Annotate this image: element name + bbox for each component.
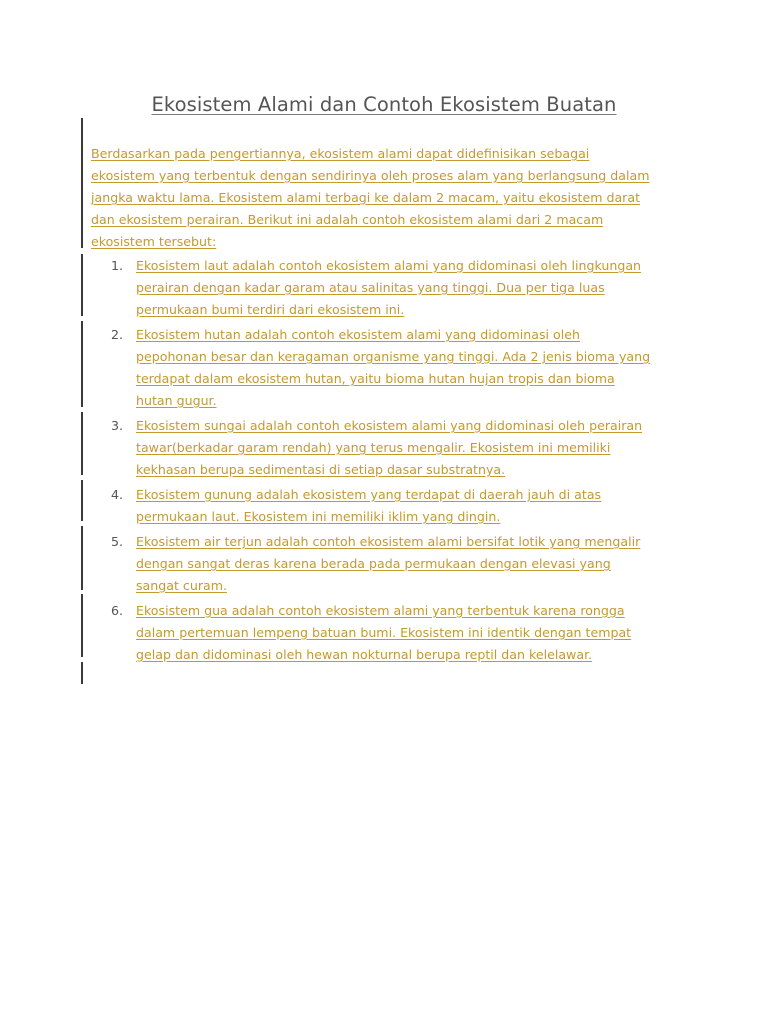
change-bar-end bbox=[81, 662, 83, 684]
list-item-text: Ekosistem gua adalah contoh ekosistem alami yang terbentuk karena rongga dalam pertemuan lempeng batuan bumi. Ekosistem ini identik dengan tempat gelap dan didominasi oleh hewan nokturnal berupa reptil dan kelelawar. bbox=[136, 603, 632, 662]
change-bar-item-4 bbox=[81, 480, 83, 521]
list-item bbox=[91, 415, 691, 481]
list-item bbox=[91, 484, 691, 528]
change-bar-intro bbox=[81, 118, 83, 248]
list-number: 5. bbox=[111, 534, 124, 549]
list-item-text: Ekosistem hutan adalah contoh ekosistem alami yang didominasi oleh pepohonan besar dan keragaman organisme yang tinggi. Ada 2 jenis bioma yang terdapat dalam ekosistem hutan, yaitu bioma hutan hujan tropis dan bioma hutan gugur. bbox=[136, 327, 651, 408]
list-number: 1. bbox=[111, 258, 124, 273]
list-number: 3. bbox=[111, 418, 124, 433]
document-title: Ekosistem Alami dan Contoh Ekosistem Buatan bbox=[151, 93, 617, 116]
change-bar-item-3 bbox=[81, 412, 83, 475]
change-bar-item-5 bbox=[81, 526, 83, 590]
list-item-text: Ekosistem air terjun adalah contoh ekosistem alami bersifat lotik yang mengalir dengan sangat deras karena berada pada permukaan dengan elevasi yang sangat curam. bbox=[136, 534, 641, 593]
list-item-text: Ekosistem laut adalah contoh ekosistem alami yang didominasi oleh lingkungan perairan dengan kadar garam atau salinitas yang tinggi. Dua per tiga luas permukaan bumi terdiri dari ekosistem ini. bbox=[136, 258, 642, 317]
ecosystem-list bbox=[91, 255, 691, 669]
list-number: 4. bbox=[111, 487, 124, 502]
list-item bbox=[91, 324, 691, 412]
change-bar-item-6 bbox=[81, 594, 83, 657]
change-bar-item-2 bbox=[81, 321, 83, 407]
list-number: 2. bbox=[111, 327, 124, 342]
list-item bbox=[91, 600, 691, 666]
change-bar-item-1 bbox=[81, 254, 83, 316]
list-item bbox=[91, 531, 691, 597]
list-item-text: Ekosistem gunung adalah ekosistem yang terdapat di daerah jauh di atas permukaan laut. Ekosistem ini memiliki iklim yang dingin. bbox=[136, 487, 602, 524]
list-item-text: Ekosistem sungai adalah contoh ekosistem alami yang didominasi oleh perairan tawar(berkadar garam rendah) yang terus mengalir. Ekosistem ini memiliki kekhasan berupa sedimentasi di setiap dasar substratnya. bbox=[136, 418, 643, 477]
list-number: 6. bbox=[111, 603, 124, 618]
list-item bbox=[91, 255, 691, 321]
intro-paragraph: Berdasarkan pada pengertiannya, ekosistem alami dapat didefinisikan sebagai ekosistem yang terbentuk dengan sendirinya oleh proses alam yang berlangsung dalam jangka waktu lama. Ekosistem alami terbagi ke dalam 2 macam, yaitu ekosistem darat dan ekosistem perairan. Berikut ini adalah contoh ekosistem alami dari 2 macam ekosistem tersebut: bbox=[91, 146, 650, 249]
